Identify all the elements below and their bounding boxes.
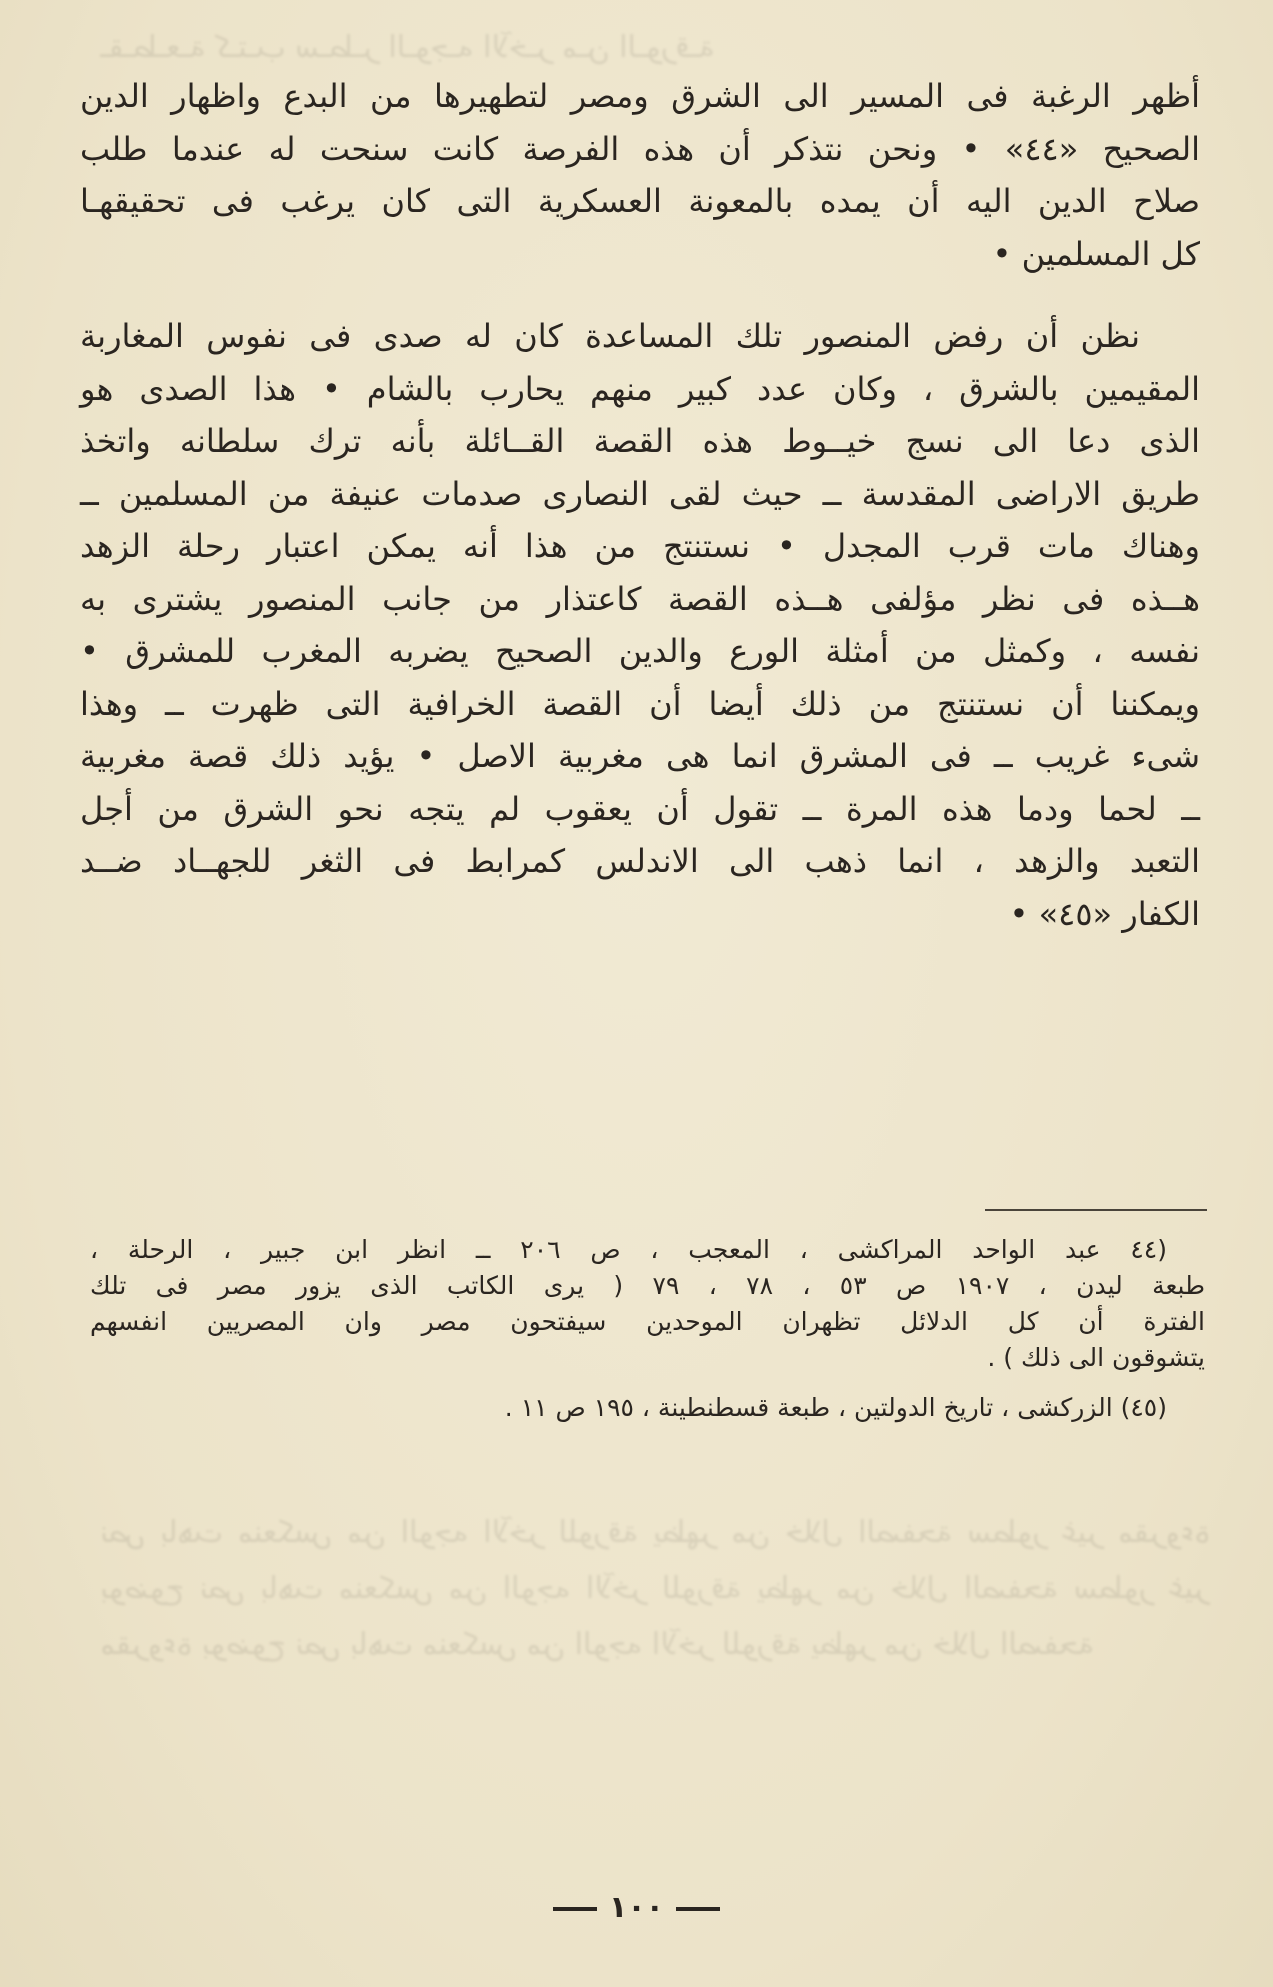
page-number-value: ١٠٠ xyxy=(609,1890,664,1925)
text-line: المقيمين بالشرق ، وكان عدد كبير منهم يحارب بالشام • هذا الصدى هو xyxy=(80,369,1200,408)
footnote-separator xyxy=(985,1209,1207,1211)
body-text xyxy=(80,70,1200,940)
page-number xyxy=(0,1890,1273,1925)
text-line: الكفار «٤٥» • xyxy=(1009,894,1200,933)
text-line: وهناك مات قرب المجدل • نستنتج من هذا أنه يمكن اعتبار رحلة الزهد xyxy=(80,527,1200,565)
paragraph-1 xyxy=(80,70,1200,280)
bleed-through-top: ـقـطـعـة كـتـب سـطـر الـوجـه الآخـر مـن الـورقـة xyxy=(100,30,715,65)
footnote-line: الفترة أن كل الدلائل تظهران الموحدين سيفتحون مصر وان المصريين انفسهم xyxy=(90,1307,1205,1336)
page-number-dash xyxy=(553,1907,597,1911)
text-line: شىء غريب ــ فى المشرق انما هى مغربية الاصل • يؤيد ذلك قصة مغربية xyxy=(80,737,1200,775)
text-line: صلاح الدين اليه أن يمده بالمعونة العسكرية التى كان يرغب فى تحقيقهـا xyxy=(80,182,1200,220)
text-line: هــذه فى نظر مؤلفى هــذه القصة كاعتذار من جانب المنصور يشترى به xyxy=(80,579,1200,618)
bleed-through-bottom: نص باهت منعكس من الوجه الآخر للورقة يظهر من خلال الصفحة سطور غير مقروءة بوضوح نص باهت منعكس من الوجه الآخر للورقة يظهر من خلال الصفحة سطور غير مقروءة بوضوح نص باهت منعكس من الوجه الآخر للورقة يظهر من خلال الصفحة xyxy=(100,1515,1210,1662)
footnotes xyxy=(90,1232,1205,1440)
footnote-44 xyxy=(90,1232,1205,1376)
text-line: الذى دعا الى نسج خيــوط هذه القصة القــائلة بأنه ترك سلطانه واتخذ xyxy=(80,422,1200,460)
text-line: نفسه ، وكمثل من أمثلة الورع والدين الصحيح يضربه المغرب للمشرق • xyxy=(80,632,1200,670)
page-number-dash xyxy=(676,1907,720,1911)
footnote-line: (٤٤ عبد الواحد المراكشى ، المعجب ، ص ٢٠٦ ــ انظر ابن جبير ، الرحلة ، xyxy=(90,1235,1167,1264)
footnote-line: (٤٥) الزركشى ، تاريخ الدولتين ، طبعة قسطنطينة ، ١٩٥ ص ١١ . xyxy=(504,1393,1167,1422)
text-line: طريق الاراضى المقدسة ــ حيث لقى النصارى صدمات عنيفة من المسلمين ــ xyxy=(80,474,1200,513)
footnote-line: طبعة ليدن ، ١٩٠٧ ص ٥٣ ، ٧٨ ، ٧٩ ( يرى الكاتب الذى يزور مصر فى تلك xyxy=(90,1271,1205,1300)
paragraph-2 xyxy=(80,310,1200,940)
text-line: الصحيح «٤٤» • ونحن نتذكر أن هذه الفرصة كانت سنحت له عندما طلب xyxy=(80,129,1201,168)
text-line: كل المسلمين • xyxy=(992,234,1200,273)
text-line: التعبد والزهد ، انما ذهب الى الاندلس كمرابط فى الثغر للجهــاد ضــد xyxy=(80,842,1200,880)
footnote-45 xyxy=(90,1390,1205,1426)
text-line: ويمكننا أن نستنتج من ذلك أيضا أن القصة الخرافية التى ظهرت ــ وهذا xyxy=(80,684,1200,723)
text-line: ــ لحما ودما هذه المرة ــ تقول أن يعقوب لم يتجه نحو الشرق من أجل xyxy=(80,789,1200,828)
text-line: نظن أن رفض المنصور تلك المساعدة كان له صدى فى نفوس المغاربة xyxy=(80,317,1140,355)
footnote-line: يتشوقون الى ذلك ) . xyxy=(987,1343,1205,1372)
paragraph-gap xyxy=(80,280,1200,310)
text-line: أظهر الرغبة فى المسير الى الشرق ومصر لتطهيرها من البدع واظهار الدين xyxy=(80,77,1200,115)
